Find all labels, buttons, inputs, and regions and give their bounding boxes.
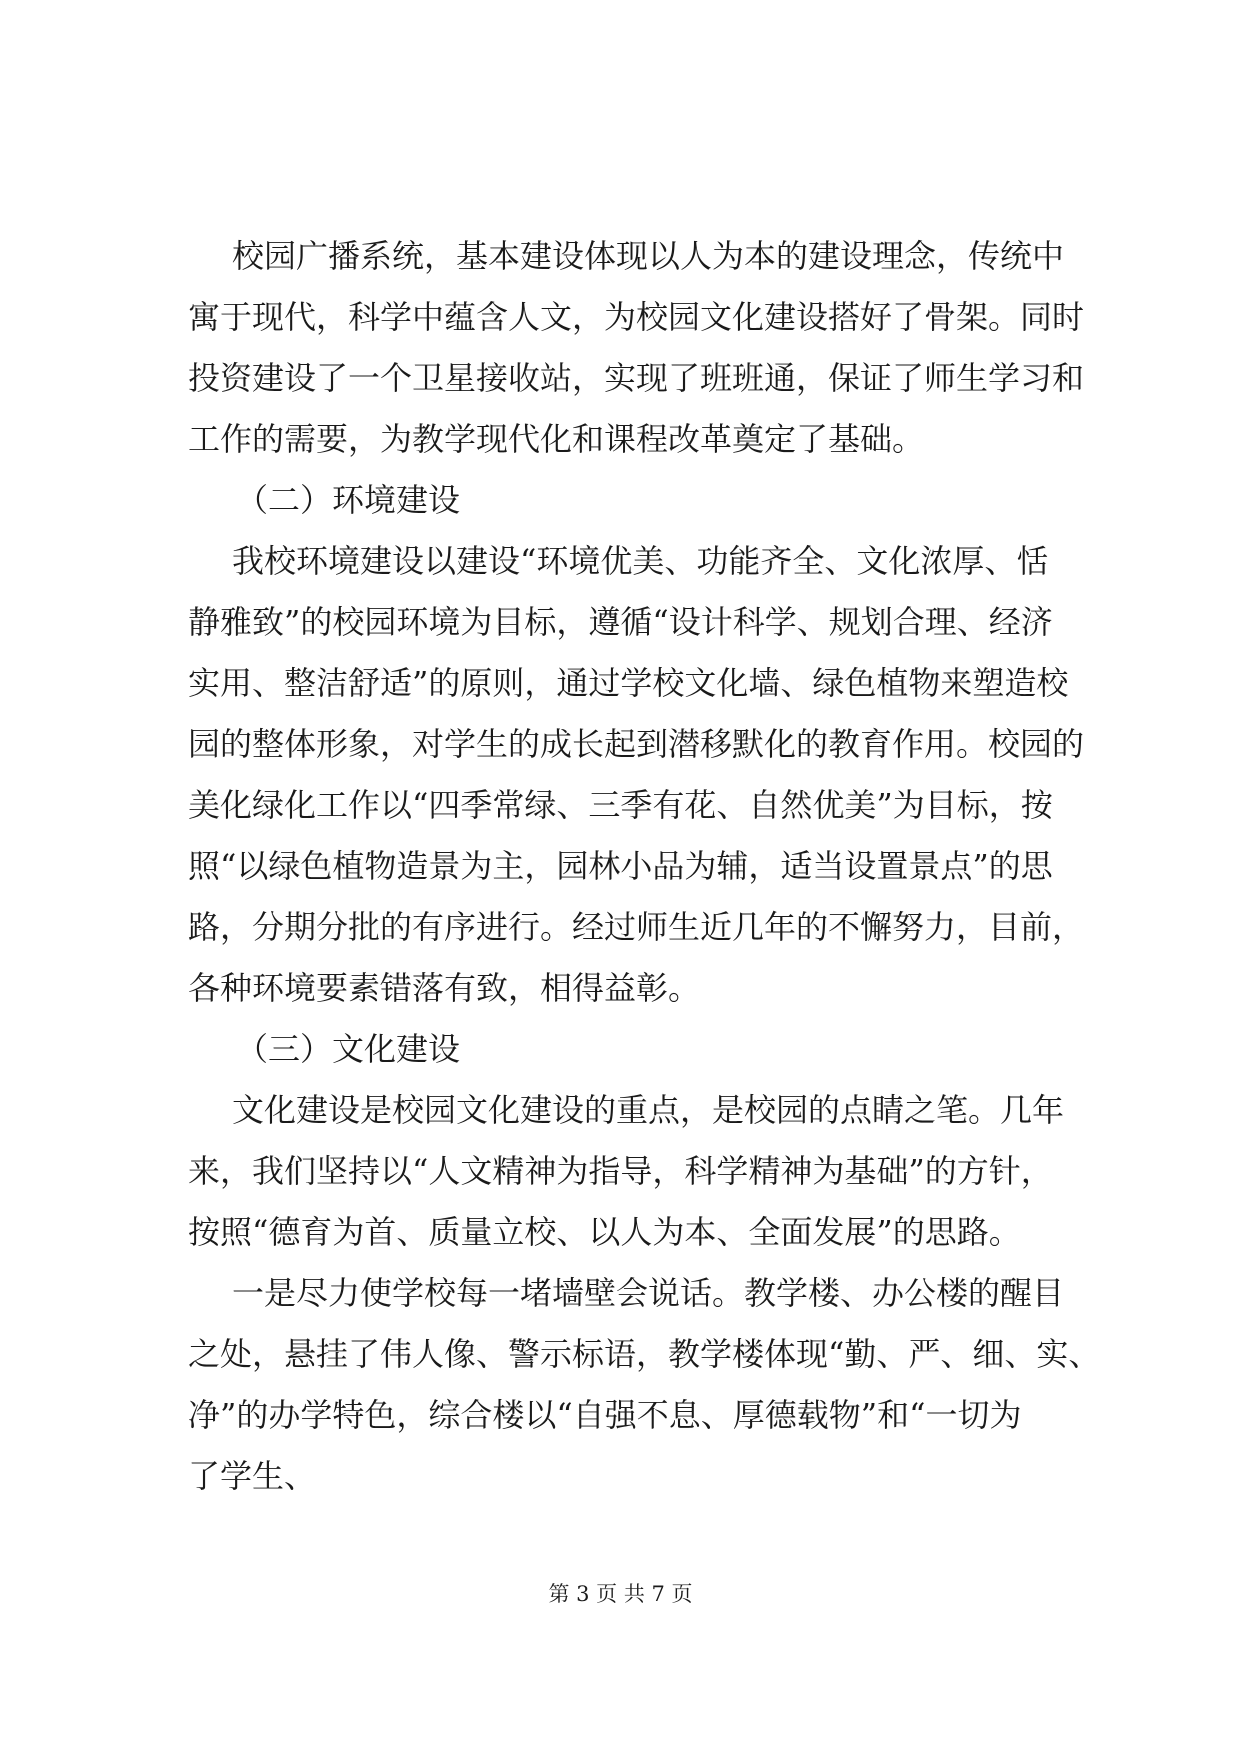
text-line-12: 路，分期分批的有序进行。经过师生近几年的不懈努力，目前， (188, 908, 1085, 946)
text-line-7: 静雅致”的校园环境为目标，遵循“设计科学、规划合理、经济 (188, 603, 1053, 641)
text-line-15: 文化建设是校园文化建设的重点，是校园的点睛之笔。几年 (232, 1091, 1065, 1129)
text-line-20: 净”的办学特色，综合楼以“自强不息、厚德载物”和“一切为 (188, 1396, 1022, 1434)
text-line-18: 一是尽力使学校每一堵墙壁会说话。教学楼、办公楼的醒目 (232, 1274, 1065, 1312)
text-line-4: 工作的需要，为教学现代化和课程改革奠定了基础。 (188, 420, 925, 458)
text-line-10: 美化绿化工作以“四季常绿、三季有花、自然优美”为目标，按 (188, 786, 1053, 824)
text-line-3: 投资建设了一个卫星接收站，实现了班班通，保证了师生学习和 (188, 359, 1085, 397)
text-line-1: 校园广播系统，基本建设体现以人为本的建设理念，传统中 (232, 237, 1065, 275)
text-line-21: 了学生、 (188, 1457, 317, 1495)
section-heading-environment: （二）环境建设 (236, 481, 461, 519)
text-line-11: 照“以绿色植物造景为主，园林小品为辅，适当设置景点”的思 (188, 847, 1053, 885)
text-line-13: 各种环境要素错落有致，相得益彰。 (188, 969, 701, 1007)
page-footer (0, 1580, 1241, 1608)
section-heading-culture: （三）文化建设 (236, 1030, 461, 1068)
text-line-16: 来，我们坚持以“人文精神为指导，科学精神为基础”的方针， (188, 1152, 1053, 1190)
page-number-label: 第 3 页 共 7 页 (548, 1582, 693, 1606)
text-line-8: 实用、整洁舒适”的原则，通过学校文化墙、绿色植物来塑造校 (188, 664, 1069, 702)
text-line-17: 按照“德育为首、质量立校、以人为本、全面发展”的思路。 (188, 1213, 1021, 1251)
text-line-6: 我校环境建设以建设“环境优美、功能齐全、文化浓厚、恬 (232, 542, 1049, 580)
text-line-19: 之处，悬挂了伟人像、警示标语，教学楼体现“勤、严、细、实、 (188, 1335, 1101, 1373)
text-line-9: 园的整体形象，对学生的成长起到潜移默化的教育作用。校园的 (188, 725, 1085, 763)
text-line-2: 寓于现代，科学中蕴含人文，为校园文化建设搭好了骨架。同时 (188, 298, 1085, 336)
